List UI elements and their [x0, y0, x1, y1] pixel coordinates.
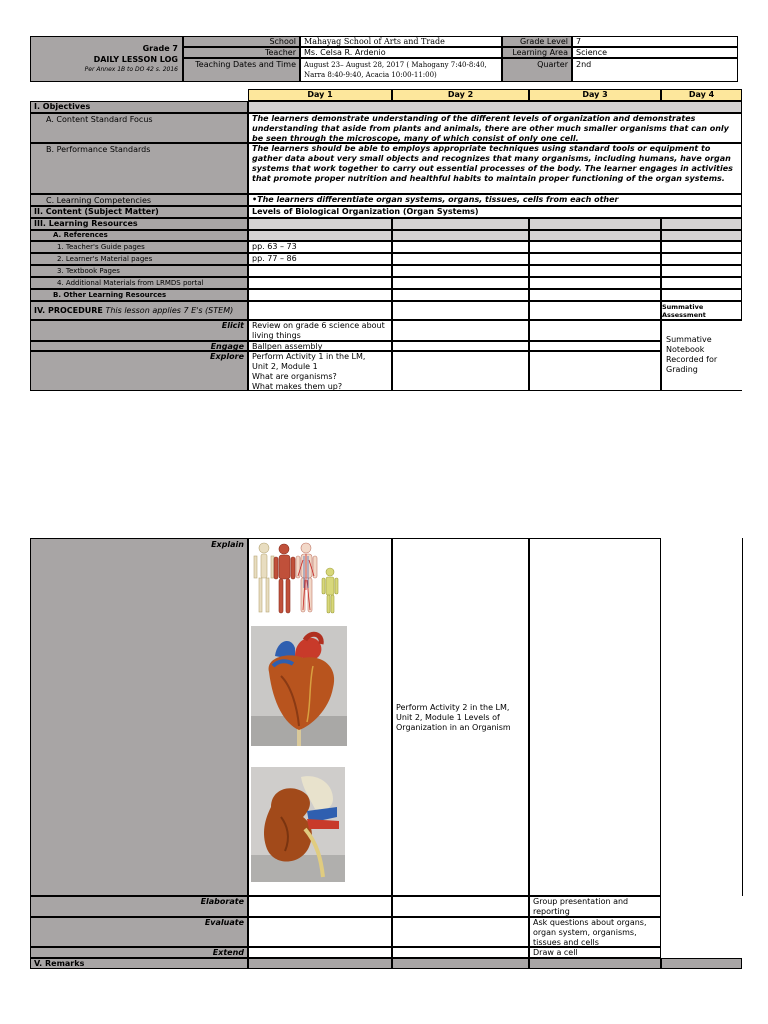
explore-line: What are organisms? — [252, 372, 337, 381]
procedure-heading-text: IV. PROCEDURE — [34, 306, 103, 315]
elicit-day2 — [392, 320, 529, 341]
resources-heading: III. Learning Resources — [30, 218, 248, 230]
tg-value: pp. 63 – 73 — [248, 241, 392, 253]
references-fill-3 — [529, 230, 661, 241]
extend-day1 — [248, 947, 392, 958]
lrmds-day3 — [529, 277, 661, 289]
day-2-header: Day 2 — [392, 89, 529, 101]
remarks-label: V. Remarks — [30, 958, 248, 969]
explain-day3 — [529, 538, 661, 896]
annex-note: Per Annex 1B to DO 42 s. 2016 — [84, 66, 178, 73]
summative-line: Grading — [666, 365, 698, 374]
content-standard-text: The learners demonstrate understanding of the different levels of organization and demonstrates understanding that aside from plants and animals, there are other much smaller organisms that can only be seen through the microscope, many of which consist of only one cell. — [248, 113, 742, 143]
other-day3 — [529, 289, 661, 301]
lrmds-day2 — [392, 277, 529, 289]
resources-fill-3 — [529, 218, 661, 230]
evaluate-label: Evaluate — [30, 917, 248, 947]
school-label: School — [183, 36, 300, 47]
objectives-heading: I. Objectives — [30, 101, 248, 113]
procedure-day1 — [248, 301, 392, 320]
procedure-note: This lesson applies 7 E's (STEM) — [105, 306, 234, 315]
performance-standards-text: The learners should be able to employs appropriate techniques using standard tools or equipment to gather data about very small objects and recognizes that many organisms, including humans, have organ systems that work together to carry out essential processes of the body. The learner engages in activities that promote proper nutrition and healthful habits to maintain proper functioning of the organ systems. — [248, 143, 742, 194]
day-4-header: Day 4 — [661, 89, 742, 101]
explore-text — [248, 351, 392, 391]
learning-area-label: Learning Area — [502, 47, 572, 58]
heart-model-image — [251, 626, 347, 746]
references-label: A. References — [30, 230, 248, 241]
evaluate-day1 — [248, 917, 392, 947]
references-fill-1 — [248, 230, 392, 241]
evaluate-day2 — [392, 917, 529, 947]
textbook-day3 — [529, 265, 661, 277]
quarter-label: Quarter — [502, 58, 572, 82]
engage-text: Ballpen assembly — [248, 341, 392, 351]
evaluate-day3: Ask questions about organs, organ system, organisms, tissues and cells — [529, 917, 661, 947]
summative-cell — [661, 320, 742, 391]
summative-line: Notebook — [666, 345, 705, 354]
textbook-day4 — [661, 265, 742, 277]
lm-day3 — [529, 253, 661, 265]
elaborate-day3: Group presentation and reporting — [529, 896, 661, 917]
tg-day4 — [661, 241, 742, 253]
other-day2 — [392, 289, 529, 301]
procedure-day2 — [392, 301, 529, 320]
competencies-label: C. Learning Competencies — [30, 194, 248, 206]
extend-label: Extend — [30, 947, 248, 958]
other-day1 — [248, 289, 392, 301]
engage-day2 — [392, 341, 529, 351]
header-title-block — [30, 36, 183, 82]
other-day4 — [661, 289, 742, 301]
lm-day4 — [661, 253, 742, 265]
resources-fill-2 — [392, 218, 529, 230]
tg-day2 — [392, 241, 529, 253]
explain-label: Explain — [30, 538, 248, 896]
competencies-text: •The learners differentiate organ systems, organs, tissues, cells from each other — [248, 194, 742, 206]
content-standard-label: A. Content Standard Focus — [30, 113, 248, 143]
resources-fill-4 — [661, 218, 742, 230]
elicit-label: Elicit — [30, 320, 248, 341]
day-3-header: Day 3 — [529, 89, 661, 101]
learning-area-value: Science — [572, 47, 738, 58]
log-title: DAILY LESSON LOG — [93, 55, 178, 64]
lrmds-day1 — [248, 277, 392, 289]
tg-day3 — [529, 241, 661, 253]
human-organ-systems-image — [250, 540, 346, 618]
dates-label: Teaching Dates and Time — [183, 58, 300, 82]
grade-label: Grade 7 — [142, 44, 178, 53]
explore-line: What makes them up? — [252, 382, 343, 391]
lrmds-day4 — [661, 277, 742, 289]
remarks-day2 — [392, 958, 529, 969]
lm-value: pp. 77 – 86 — [248, 253, 392, 265]
day-1-header: Day 1 — [248, 89, 392, 101]
explore-day2 — [392, 351, 529, 391]
engage-day3 — [529, 341, 661, 351]
remarks-day3 — [529, 958, 661, 969]
teacher-value: Ms. Celsa R. Ardenio — [300, 47, 502, 58]
lrmds-label: 4. Additional Materials from LRMDS portal — [30, 277, 248, 289]
engage-label: Engage — [30, 341, 248, 351]
objectives-heading-fill — [248, 101, 742, 113]
summative-line: Summative — [666, 335, 712, 344]
extend-day3: Draw a cell — [529, 947, 661, 958]
explain-right-rule — [742, 538, 743, 896]
elicit-day3 — [529, 320, 661, 341]
elaborate-day1 — [248, 896, 392, 917]
explain-day2: Perform Activity 2 in the LM, Unit 2, Module 1 Levels of Organization in an Organism — [392, 538, 529, 896]
procedure-day3 — [529, 301, 661, 320]
explore-line: Unit 2, Module 1 — [252, 362, 318, 371]
resources-fill-1 — [248, 218, 392, 230]
content-label: II. Content (Subject Matter) — [30, 206, 248, 218]
summative-line: Recorded for — [666, 355, 718, 364]
elaborate-label: Elaborate — [30, 896, 248, 917]
grade-level-label: Grade Level — [502, 36, 572, 47]
elicit-text: Review on grade 6 science about living things — [248, 320, 392, 341]
content-value: Levels of Biological Organization (Organ Systems) — [248, 206, 742, 218]
summative-assessment-head: Summative Assessment — [661, 301, 742, 320]
quarter-value: 2nd — [572, 58, 738, 82]
explore-label: Explore — [30, 351, 248, 391]
tg-label: 1. Teacher's Guide pages — [30, 241, 248, 253]
textbook-day1 — [248, 265, 392, 277]
remarks-day4 — [661, 958, 742, 969]
dates-value: August 23– August 28, 2017 ( Mahogany 7:40-8:40, Narra 8:40-9:40, Acacia 10:00-11:00) — [300, 58, 502, 82]
references-fill-4 — [661, 230, 742, 241]
grade-level-value: 7 — [572, 36, 738, 47]
procedure-heading — [30, 301, 248, 320]
extend-day2 — [392, 947, 529, 958]
explore-line: Perform Activity 1 in the LM, — [252, 352, 366, 361]
school-value: Mahayag School of Arts and Trade — [300, 36, 502, 47]
performance-standards-label: B. Performance Standards — [30, 143, 248, 194]
lm-day2 — [392, 253, 529, 265]
elaborate-day2 — [392, 896, 529, 917]
references-fill-2 — [392, 230, 529, 241]
remarks-day1 — [248, 958, 392, 969]
other-resources-label: B. Other Learning Resources — [30, 289, 248, 301]
teacher-label: Teacher — [183, 47, 300, 58]
textbook-label: 3. Textbook Pages — [30, 265, 248, 277]
lm-label: 2. Learner's Material pages — [30, 253, 248, 265]
kidney-model-image — [251, 767, 345, 882]
textbook-day2 — [392, 265, 529, 277]
explore-day3 — [529, 351, 661, 391]
